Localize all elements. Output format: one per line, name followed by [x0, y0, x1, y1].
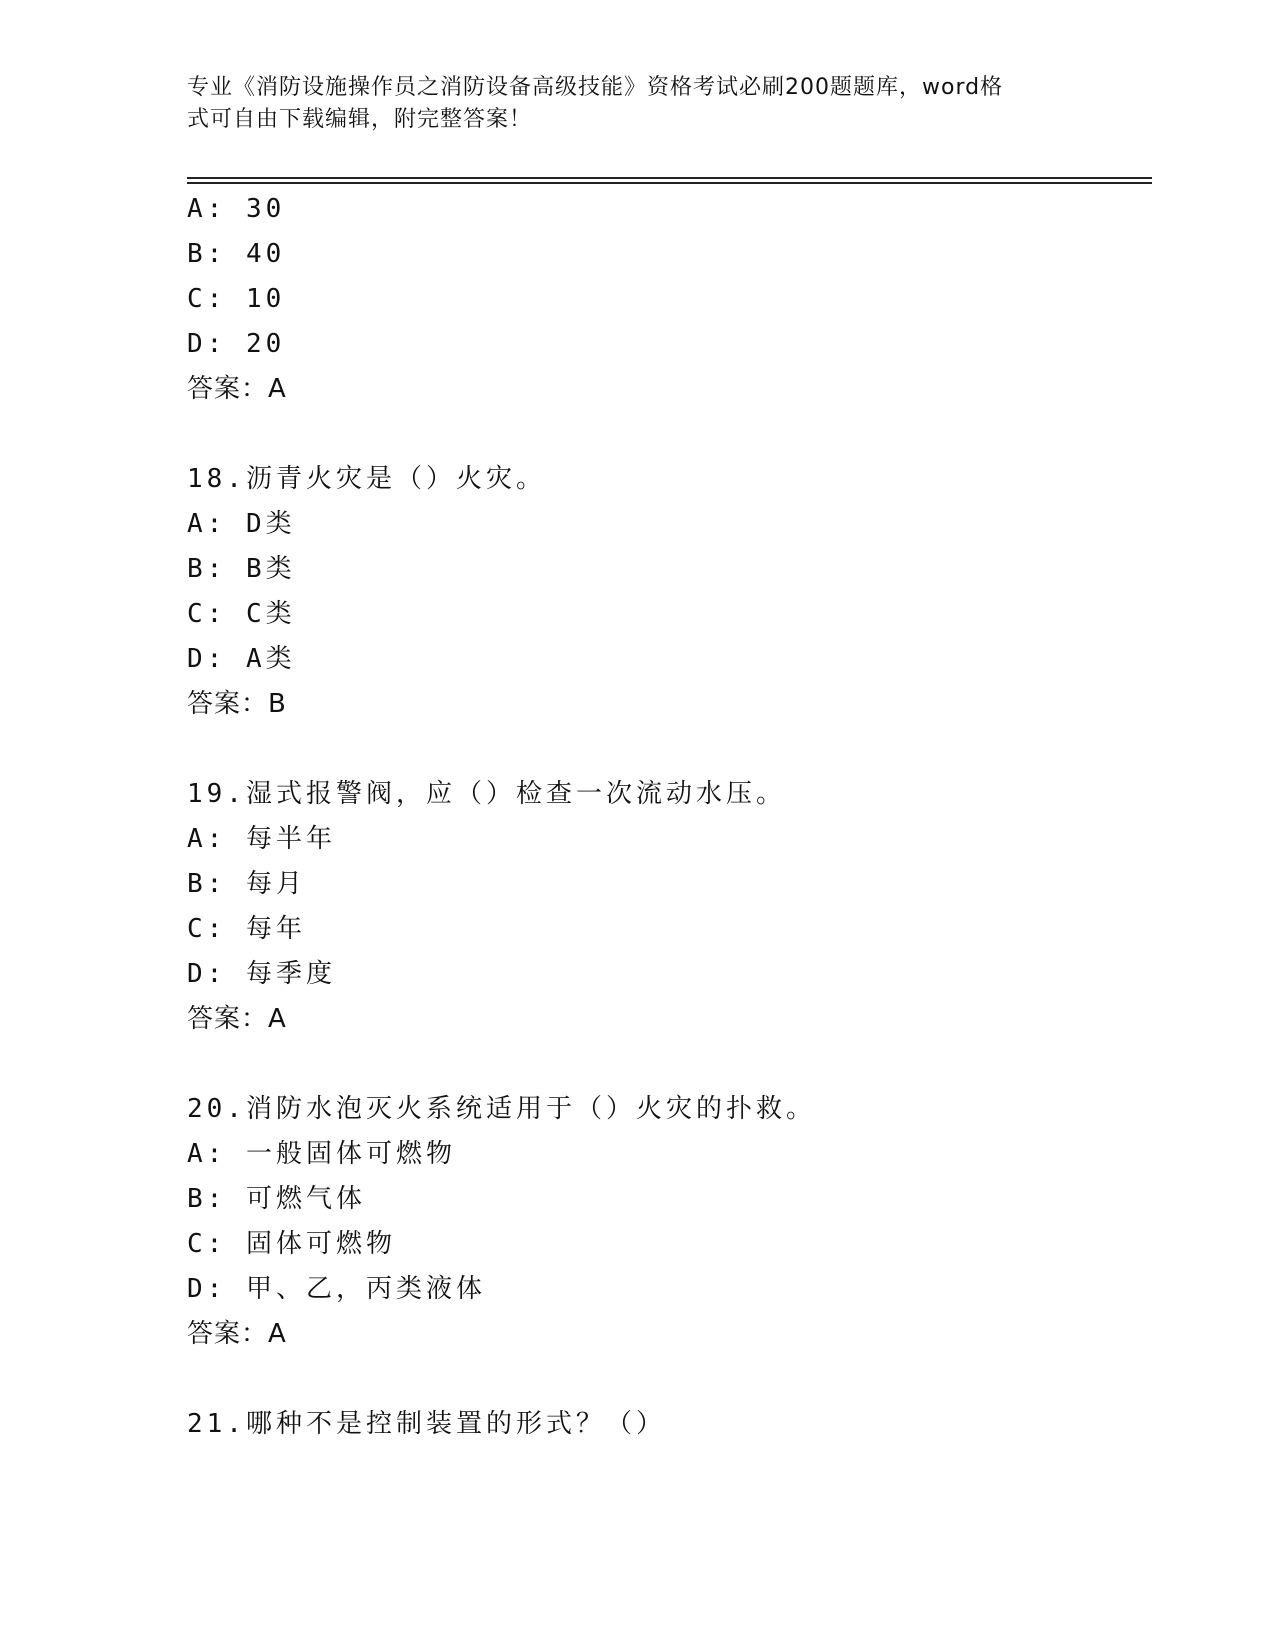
q18-question: 18.沥青火灾是（）火灾。 [187, 464, 546, 494]
q17-option-c: C: 10 [187, 284, 286, 314]
q17-option-b: B: 40 [187, 239, 286, 269]
q20-question: 20.消防水泡灭火系统适用于（）火灾的扑救。 [187, 1094, 816, 1124]
q19-option-d: D: 每季度 [187, 959, 336, 989]
q19-option-b: B: 每月 [187, 869, 306, 899]
q19-option-c: C: 每年 [187, 914, 306, 944]
q17-option-d: D: 20 [187, 329, 286, 359]
q20-option-a: A: 一般固体可燃物 [187, 1139, 456, 1169]
header-line-1: 专业《消防设施操作员之消防设备高级技能》资格考试必刷200题题库，word格 [187, 75, 1004, 100]
q19-question: 19.湿式报警阀，应（）检查一次流动水压。 [187, 779, 786, 809]
q18-option-d: D: A类 [187, 644, 296, 674]
q21-question: 21.哪种不是控制装置的形式？（） [187, 1409, 666, 1439]
q19-option-a: A: 每半年 [187, 824, 336, 854]
q18-answer: 答案：B [187, 689, 287, 719]
q20-option-d: D: 甲、乙，丙类液体 [187, 1274, 486, 1304]
q18-option-b: B: B类 [187, 554, 296, 584]
q19-answer: 答案：A [187, 1004, 287, 1034]
q20-option-b: B: 可燃气体 [187, 1184, 366, 1214]
q17-answer: 答案：A [187, 374, 287, 404]
q17-option-a: A: 30 [187, 194, 286, 224]
document-header [187, 72, 1077, 136]
q18-option-c: C: C类 [187, 599, 296, 629]
header-divider-top [187, 177, 1152, 179]
header-line-2: 式可自由下载编辑，附完整答案！ [187, 107, 533, 132]
q18-option-a: A: D类 [187, 509, 296, 539]
q20-option-c: C: 固体可燃物 [187, 1229, 396, 1259]
q20-answer: 答案：A [187, 1319, 287, 1349]
header-divider-bottom [187, 182, 1152, 184]
